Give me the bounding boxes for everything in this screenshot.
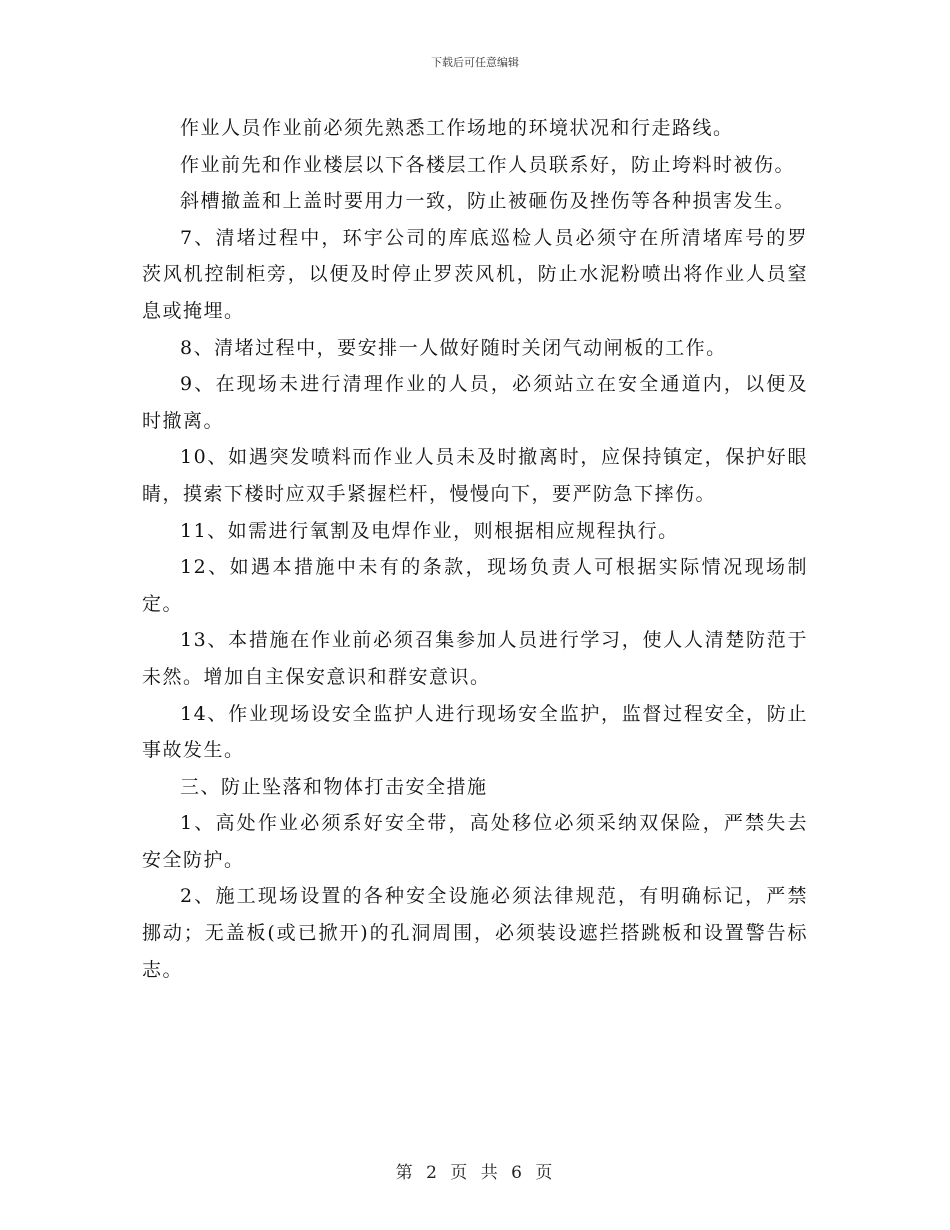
paragraph: 斜槽撤盖和上盖时要用力一致，防止被砸伤及挫伤等各种损害发生。 <box>180 190 796 213</box>
page-header: 下载后可任意编辑 <box>431 56 519 69</box>
paragraph: 11、如需进行氧割及电焊作业，则根据相应规程执行。 <box>180 519 679 542</box>
paragraph: 10、如遇突发喷料而作业人员未及时撤离时，应保持镇定，保护好眼睛，摸索下楼时应双手紧握栏杆，慢慢向下，要严防急下摔伤。 <box>142 446 808 505</box>
paragraph: 7、清堵过程中，环宇公司的库底巡检人员必须守在所清堵库号的罗茨风机控制柜旁，以便及时停止罗茨风机，防止水泥粉喷出将作业人员窒息或掩埋。 <box>142 226 808 322</box>
paragraph: 作业人员作业前必须先熟悉工作场地的环境状况和行走路线。 <box>180 117 734 139</box>
paragraph: 作业前先和作业楼层以下各楼层工作人员联系好，防止垮料时被伤。 <box>180 153 796 176</box>
paragraph: 2、施工现场设置的各种安全设施必须法律规范，有明确标记，严禁挪动；无盖板(或已掀开)的孔洞周围，必须装设遮拦搭跳板和设置警告标志。 <box>142 885 808 981</box>
section-heading: 三、防止坠落和物体打击安全措施 <box>180 775 488 798</box>
paragraph: 14、作业现场设安全监护人进行现场安全监护，监督过程安全，防止事故发生。 <box>142 702 808 762</box>
page-number: 第 2 页 共 6 页 <box>395 1163 555 1183</box>
paragraph: 13、本措施在作业前必须召集参加人员进行学习，使人人清楚防范于未然。增加自主保安意识和群安意识。 <box>142 629 808 688</box>
paragraph: 8、清堵过程中，要安排一人做好随时关闭气动闸板的工作。 <box>180 336 727 359</box>
paragraph: 12、如遇本措施中未有的条款，现场负责人可根据实际情况现场制定。 <box>142 556 808 615</box>
paragraph: 1、高处作业必须系好安全带，高处移位必须采纳双保险，严禁失去安全防护。 <box>142 812 808 871</box>
document-body <box>142 110 808 988</box>
paragraph: 9、在现场未进行清理作业的人员，必须站立在安全通道内，以便及时撤离。 <box>142 373 808 432</box>
